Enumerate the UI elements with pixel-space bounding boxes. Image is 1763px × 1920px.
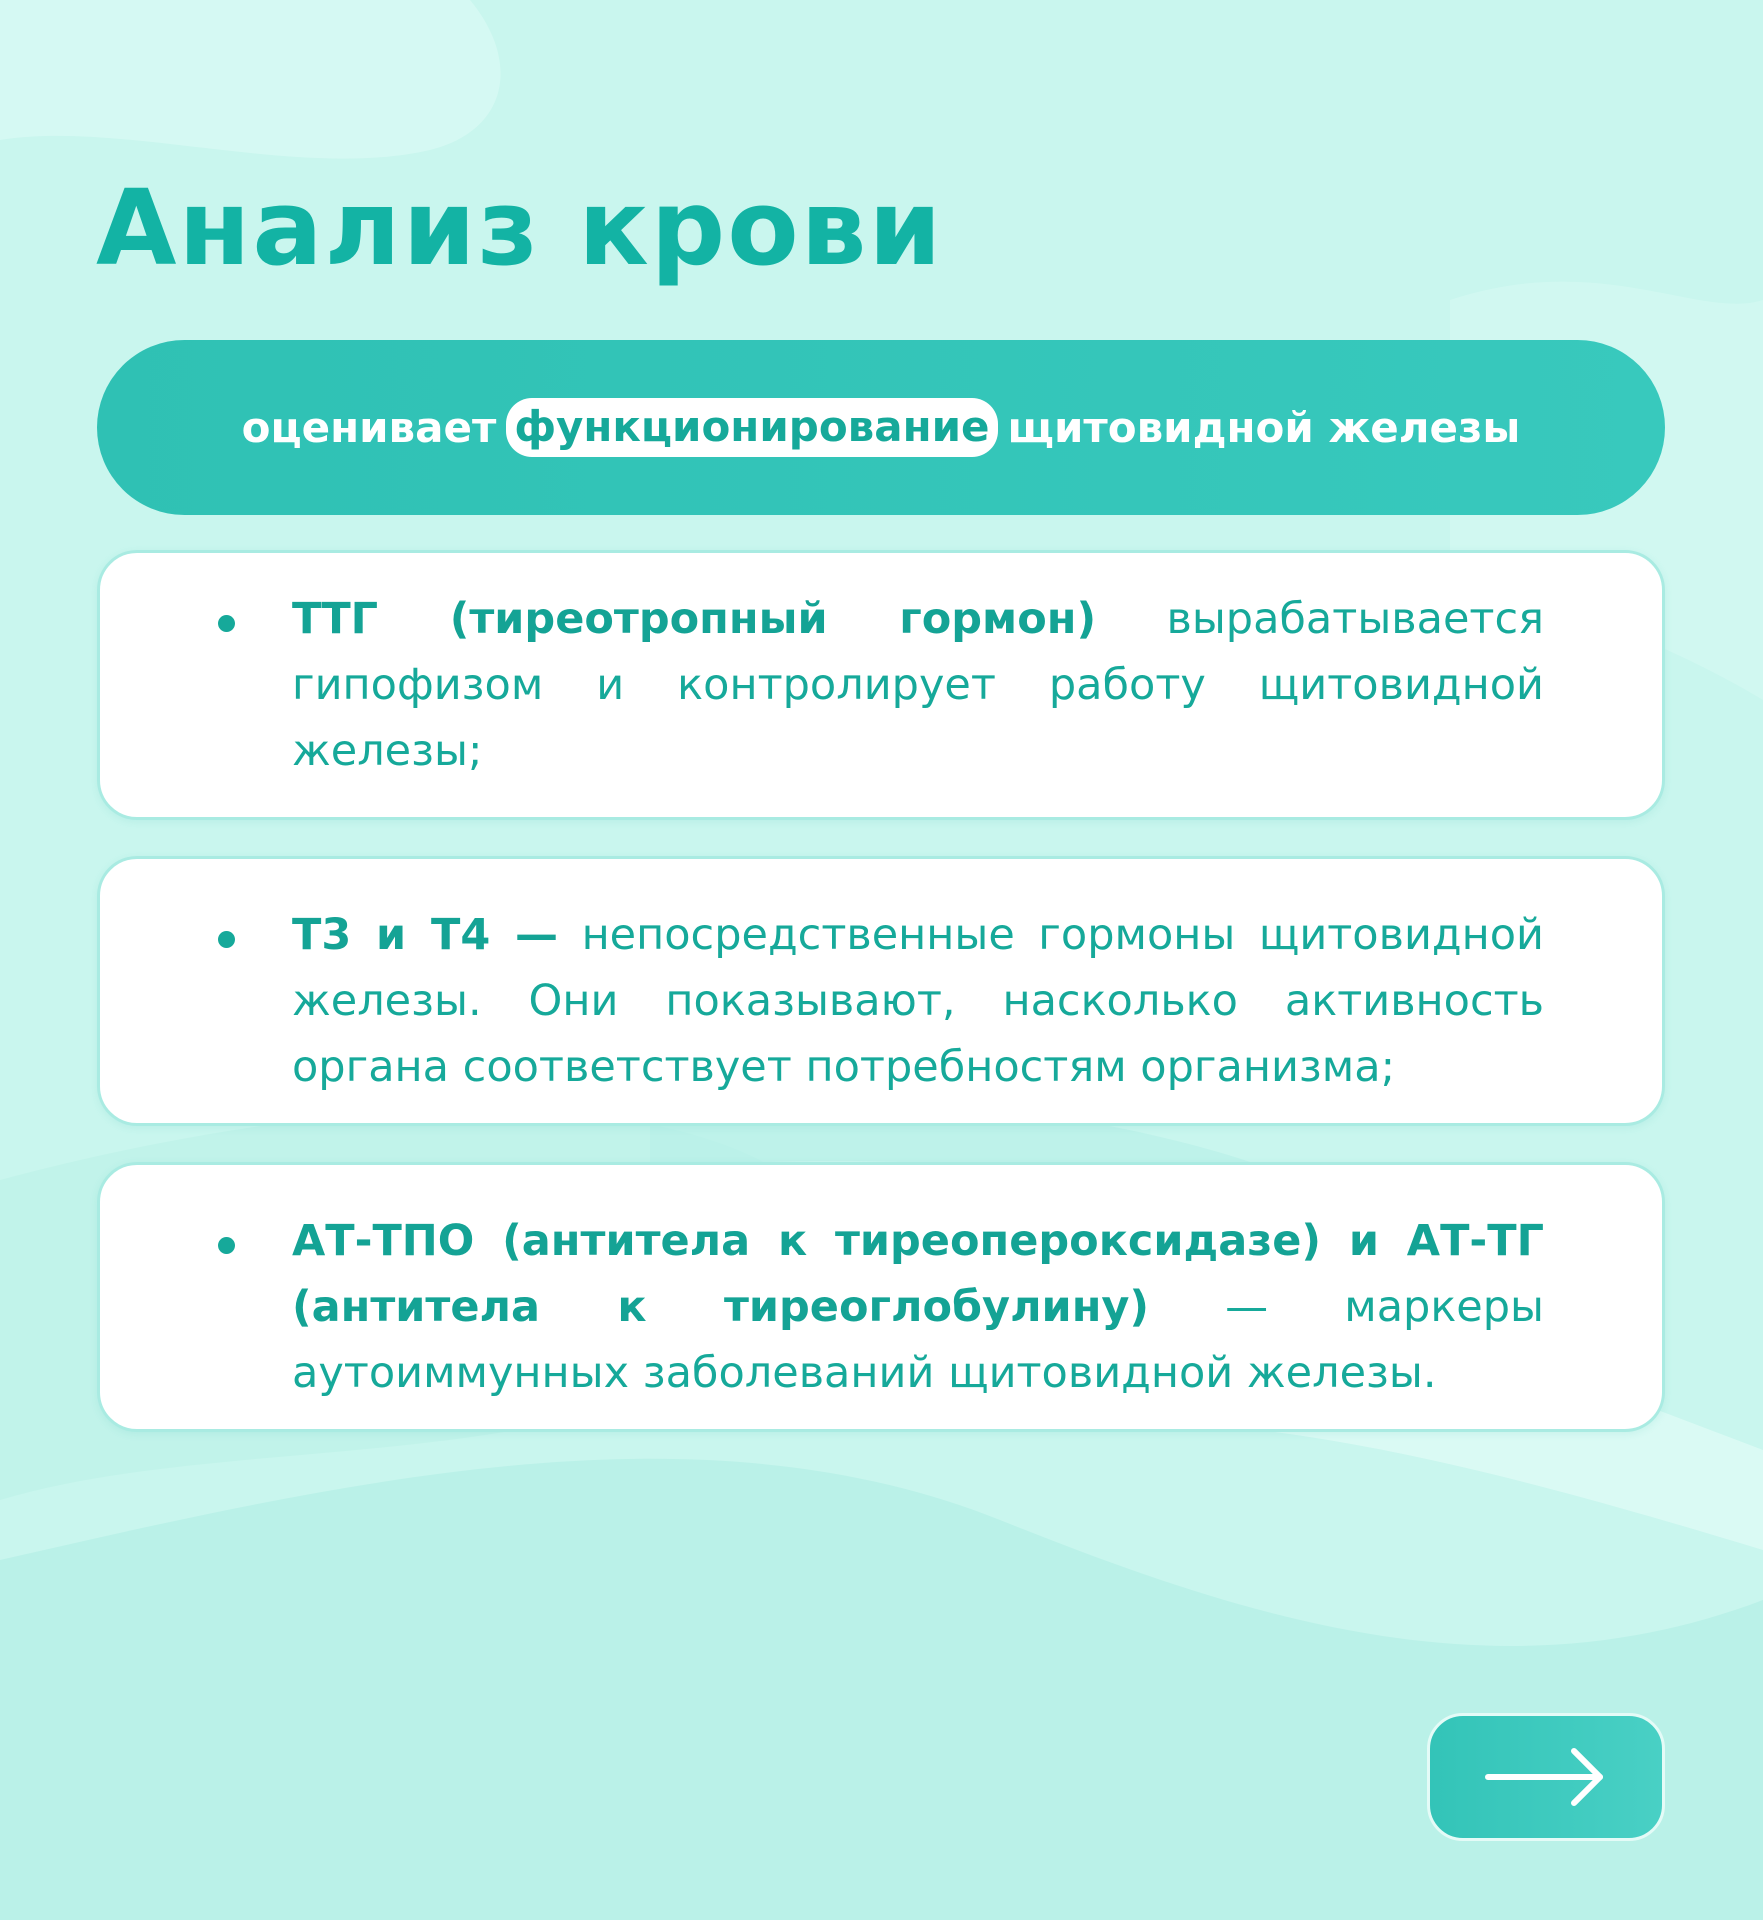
- card-term: Т3 и Т4 —: [292, 910, 559, 960]
- info-card-ttg: [97, 550, 1665, 820]
- banner-text-after: щитовидной железы: [1007, 403, 1521, 452]
- card-text: [292, 1208, 1544, 1406]
- card-text: [292, 586, 1544, 784]
- bullet-dot: [218, 931, 235, 948]
- page-title: Анализ крови: [96, 167, 944, 289]
- bullet-dot: [218, 1237, 235, 1254]
- card-description: — маркеры аутоиммунных заболеваний щитовидной железы.: [292, 1282, 1545, 1398]
- info-card-antibodies: [97, 1162, 1665, 1432]
- bullet-dot: [218, 615, 235, 632]
- card-description: вырабатывается гипофизом и контролирует работу щитовидной железы;: [292, 594, 1544, 776]
- arrow-right-icon: [1484, 1745, 1608, 1809]
- subtitle-banner: [97, 340, 1665, 515]
- card-description: непосредственные гормоны щитовидной железы. Они показывают, насколько активность органа соответствует потребностям организма;: [292, 910, 1545, 1092]
- next-button[interactable]: [1427, 1713, 1665, 1841]
- info-card-t3-t4: [97, 856, 1665, 1126]
- banner-text-before: оценивает: [241, 403, 497, 452]
- card-term: ТТГ (тиреотропный гормон): [292, 594, 1097, 644]
- banner-highlight: функционирование: [506, 398, 997, 457]
- card-text: [292, 902, 1544, 1100]
- card-term: АТ-ТПО (антитела к тиреопероксидазе) и АТ-ТГ (антитела к тиреоглобулину): [292, 1216, 1544, 1332]
